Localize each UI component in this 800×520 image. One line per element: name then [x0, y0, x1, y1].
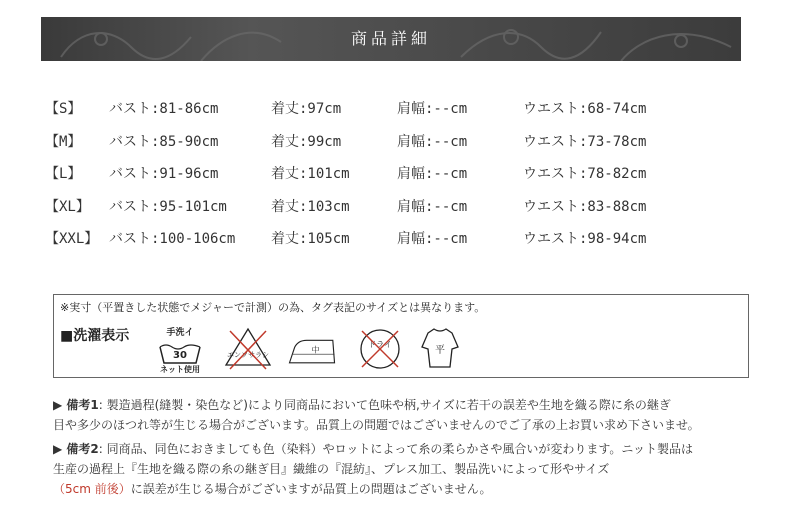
shoulder-measure: 肩幅:--cm — [397, 133, 468, 150]
bust-measure: バスト:81-86cm — [109, 101, 219, 117]
care-label-heading: ■洗濯表示 — [60, 328, 130, 344]
length-measure: 着丈:103cm — [271, 198, 350, 215]
remark-text: 目や多少のほつれ等が生じる場合がございます。品質上の問題ではございませんのでご了承の上お買い求め下さいませ。 — [53, 418, 700, 432]
tolerance-highlight: （5cm 前後） — [53, 482, 131, 496]
measurement-note: ※実寸（平置きした状態でメジャーで計測）の為、タグ表記のサイズとは異なります。 — [60, 301, 486, 314]
remark-2 — [53, 439, 773, 499]
size-label: 【S】 — [45, 101, 82, 117]
waist-measure: ウエスト:78-82cm — [523, 166, 647, 182]
flat-dry-text: 平 — [435, 345, 445, 356]
hand-wash-icon — [154, 325, 206, 373]
no-dry-clean-icon — [354, 325, 406, 373]
bust-measure: バスト:91-96cm — [109, 166, 219, 182]
waist-measure: ウエスト:68-74cm — [523, 101, 647, 117]
shoulder-measure: 肩幅:--cm — [397, 166, 468, 182]
no-bleach-text: エンソサラシ — [227, 351, 269, 359]
remark-text: に誤差が生じる場合がございますが品質上の問題はございません。 — [130, 482, 492, 496]
length-measure: 着丈:105cm — [271, 231, 350, 247]
waist-measure: ウエスト:98-94cm — [523, 231, 647, 247]
waist-measure: ウエスト:73-78cm — [523, 133, 647, 150]
bust-measure: バスト:100-106cm — [109, 231, 236, 247]
remark-text: 生産の過程上『生地を織る際の糸の継ぎ目』繊維の『混紡』、プレス加工、製品洗いによって形やサイズ — [53, 462, 610, 476]
shoulder-measure: 肩幅:--cm — [397, 198, 468, 215]
no-dry-clean-text: ドライ — [368, 340, 392, 349]
iron-medium-text: 中 — [311, 345, 320, 355]
hand-wash-top-text: 手洗イ — [166, 328, 194, 338]
section-title: 商品詳細 — [350, 29, 431, 48]
size-label: 【XL】 — [45, 198, 90, 215]
waist-measure: ウエスト:83-88cm — [523, 198, 647, 215]
remark-heading: ▶ 備考1 — [53, 398, 99, 412]
bust-measure: バスト:95-101cm — [109, 198, 227, 215]
remark-heading: ▶ 備考2 — [53, 442, 99, 456]
length-measure: 着丈:101cm — [271, 166, 350, 182]
care-instructions-box — [53, 294, 749, 378]
hand-wash-temp-text: 30 — [173, 350, 187, 361]
no-bleach-icon — [222, 325, 274, 373]
iron-medium-icon — [286, 325, 338, 373]
remark-text: : 同商品、同色におきましても色（染料）やロットによって糸の柔らかさや風合いが変わります。ニット製品は — [98, 442, 693, 456]
remark-1 — [53, 395, 773, 435]
shoulder-measure: 肩幅:--cm — [397, 101, 468, 117]
bust-measure: バスト:85-90cm — [109, 133, 219, 150]
size-label: 【XXL】 — [45, 231, 99, 247]
remarks-section — [53, 395, 773, 503]
shoulder-measure: 肩幅:--cm — [397, 231, 468, 247]
section-header-banner — [41, 17, 741, 61]
length-measure: 着丈:99cm — [271, 133, 342, 150]
hand-wash-bottom-text: ネット使用 — [160, 365, 200, 373]
flat-dry-icon — [414, 325, 466, 373]
length-measure: 着丈:97cm — [271, 101, 342, 117]
size-label: 【L】 — [45, 166, 82, 182]
remark-text: : 製造過程(縫製・染色など)により同商品において色味や柄,サイズに若干の誤差や生地を織る際に糸の継ぎ — [98, 398, 671, 412]
size-label: 【M】 — [45, 133, 82, 150]
